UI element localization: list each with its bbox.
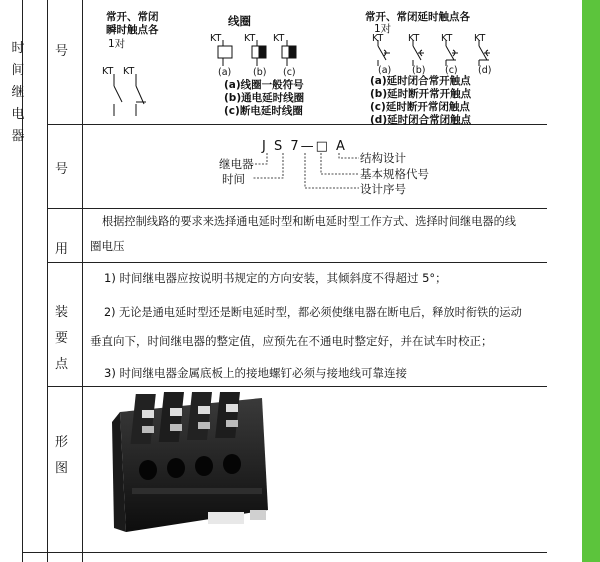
usage-line-2: 圈电压 [90,239,125,253]
divider [47,124,547,125]
model-right-label: 基本规格代号 [360,167,429,181]
delay-legend: (d)延时闭合常闭触点 [370,114,472,126]
accent-bar [582,0,600,562]
contact-title-3: 1对 [108,38,126,50]
delay-letter: (b) [412,65,426,76]
usage-line-1: 根据控制线路的要求来选择通电延时型和断电延时型工作方式、选择时间继电器的线 [102,215,516,228]
model-right-label: 设计序号 [360,182,406,196]
delay-tag: KT [372,33,384,44]
coil-tag: KT [273,33,285,44]
divider [47,0,48,562]
coil-tag: KT [210,33,222,44]
coil-letter: (c) [283,67,296,78]
model-code: J S 7—□ A [262,139,347,154]
install-item-2b: 垂直向下，时间继电器的整定值，应预先在不通电时整定好，并在试车时校正； [90,334,493,348]
category-label [6,38,30,148]
delay-title-1: 常开、常闭延时触点各 [365,11,470,23]
delay-tag: KT [408,33,420,44]
row-label-symbol: 号 [55,44,69,59]
delay-tag: KT [441,33,453,44]
delay-letter: (d) [478,65,492,76]
usage-text [90,208,546,257]
delay-legend: (b)延时断开常开触点 [370,88,472,100]
divider [22,552,547,553]
coil-legend: (a)线圈一般符号 [224,79,304,91]
install-item-3: 3) 时间继电器金属底板上的接地螺钉必须与接地线可靠连接 [104,366,407,380]
delay-letter: (a) [378,65,392,76]
row-label-model: 号 [55,162,69,177]
coil-title: 线圈 [228,14,251,28]
instant-contact-symbols [100,60,160,120]
delay-legend: (a)延时闭合常开触点 [370,75,471,87]
install-item-1: 1) 时间继电器应按说明书规定的方向安装，其倾斜度不得超过 5°； [104,271,447,285]
coil-letter: (a) [218,67,232,78]
shape-label-text: 形图 [55,435,69,476]
model-left-label: 继电器 [219,157,254,171]
install-item-2a: 2) 无论是通电延时型还是断电延时型，都必须使继电器在断电后，释放时衔铁的运动 [104,306,522,319]
coil-legend: (c)断电延时线圈 [224,105,303,117]
coil-legend: (b)通电延时线圈 [224,92,305,104]
row-label-shape [55,430,69,482]
row-label-install [55,300,69,378]
delay-title-2: 1对 [374,23,392,35]
contact-title-1: 常开、常闭 [106,11,159,23]
delay-tag: KT [474,33,486,44]
contact-tag: KT [123,66,135,77]
delay-letter: (c) [445,65,458,76]
model-code-leaders [255,150,365,195]
install-label-text: 装要点 [55,305,69,372]
model-right-label: 结构设计 [360,151,406,165]
divider [82,0,83,562]
contact-title-2: 瞬时触点各 [106,24,159,36]
contact-tag: KT [102,66,114,77]
row-label-usage: 用 [55,242,69,257]
coil-tag: KT [244,33,256,44]
category-text: 时间继电器 [11,41,25,144]
delay-legend: (c)延时断开常闭触点 [370,101,470,113]
coil-letter: (b) [253,67,267,78]
relay-photo [112,392,272,544]
model-left-label: 时间 [222,172,245,186]
